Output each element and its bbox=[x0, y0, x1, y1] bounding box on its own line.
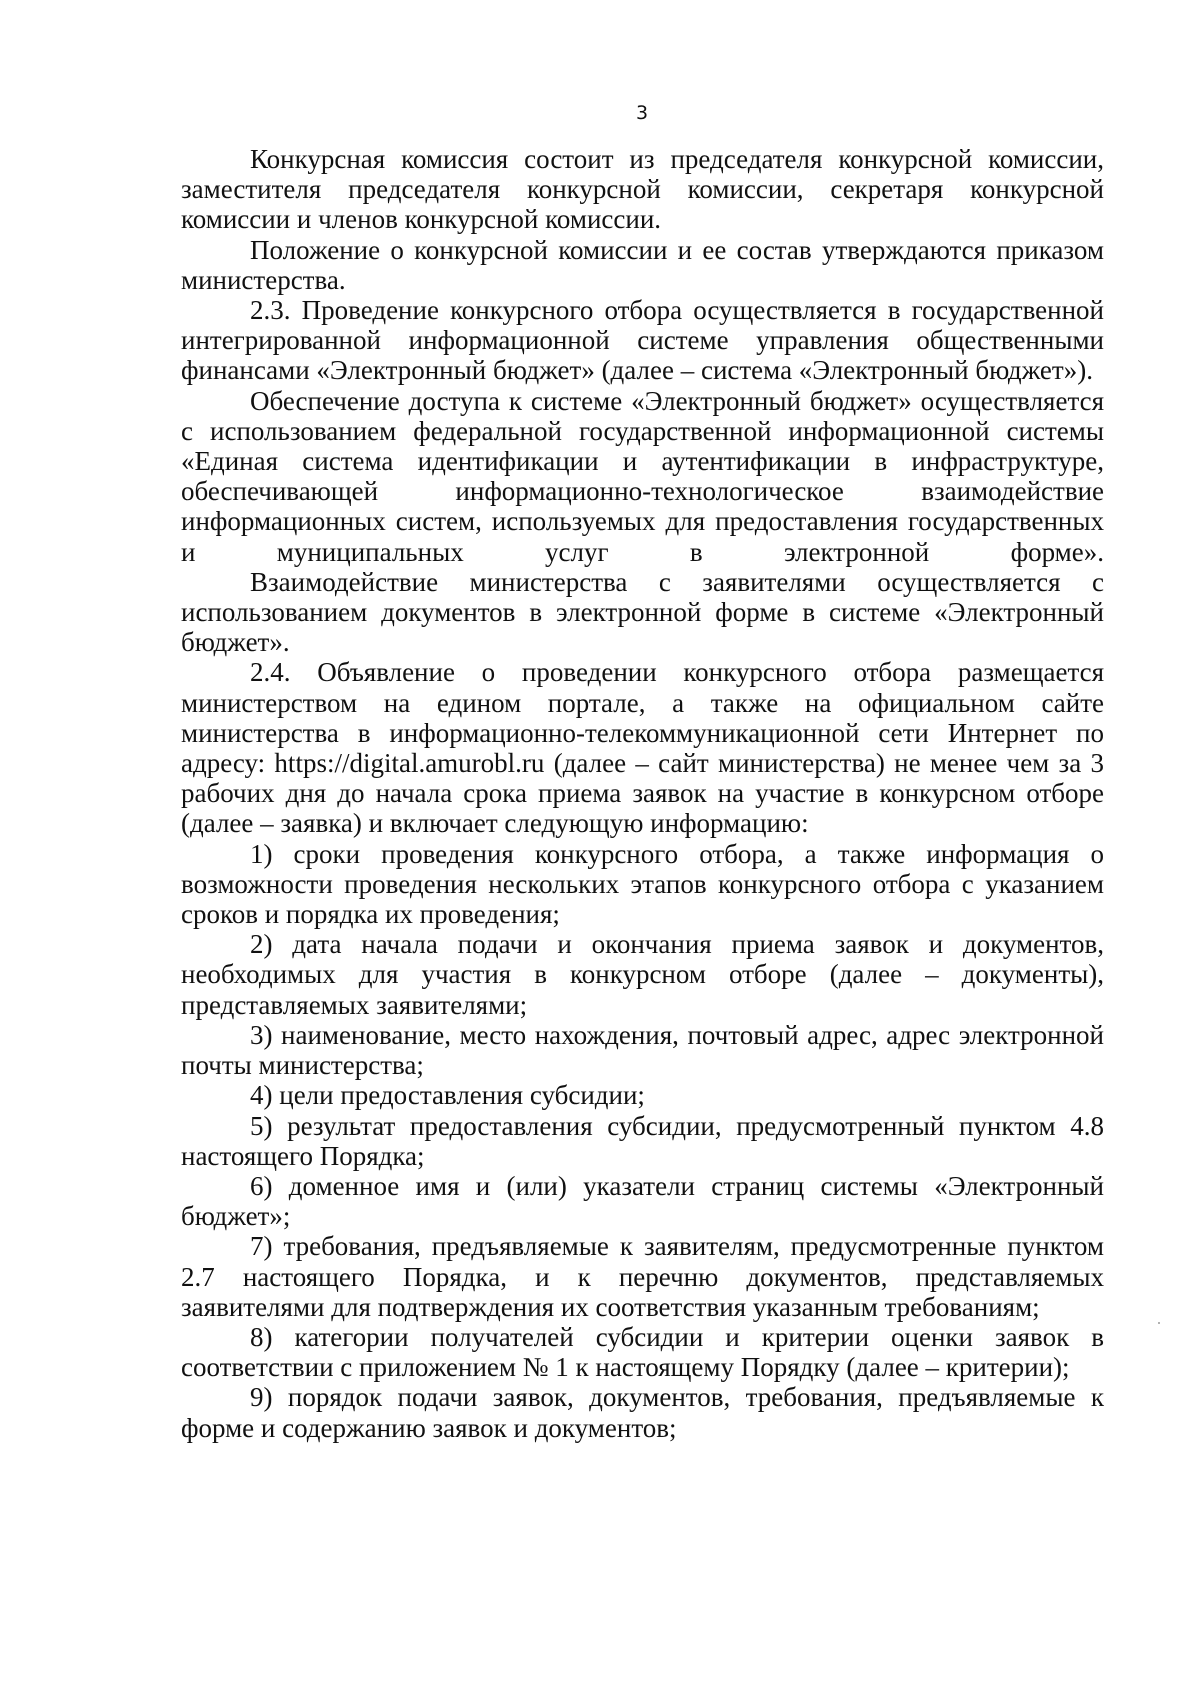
list-item-6-domain: 6) доменное имя и (или) указатели страниц системы «Электронный бюджет»; bbox=[181, 1170, 1104, 1232]
document-body bbox=[181, 144, 1104, 1443]
list-item-3-contacts: 3) наименование, место нахождения, почтовый адрес, адрес электронной почты министерства; bbox=[181, 1019, 1104, 1081]
paragraph-commission-regulation: Положение о конкурсной комиссии и ее состав утверждаются приказом министерства. bbox=[181, 234, 1104, 295]
list-item-2-dates: 2) дата начала подачи и окончания приема заявок и документов, необходимых для участия в конкурсном отборе (далее – документы), представляемых заявителями; bbox=[181, 929, 1104, 1020]
paragraph-electronic-interaction: Взаимодействие министерства с заявителями осуществляется с использованием документов в электронной форме в системе «Электронный бюджет». bbox=[181, 566, 1104, 658]
paragraph-2-4-announcement: 2.4. Объявление о проведении конкурсного отбора размещается министерством на едином портале, а также на официальном сайте министерства в информационно-телекоммуникационной сети Интернет по адресу: https://digital.amurobl.ru (далее – сайт министерства) не менее чем за 3 рабочих дня до начала срока приема заявок на участие в конкурсном отборе (далее – заявка) и включает следующую информацию: bbox=[181, 657, 1104, 839]
page-number: 3 bbox=[635, 102, 649, 124]
list-item-1-terms: 1) сроки проведения конкурсного отбора, а также информация о возможности проведения нескольких этапов конкурсного отбора с указанием сроков и порядка их проведения; bbox=[181, 838, 1104, 930]
list-item-7-requirements: 7) требования, предъявляемые к заявителям, предусмотренные пунктом 2.7 настоящего Порядка, и к перечню документов, представляемых заявителями для подтверждения их соответствия указанным требованиям; bbox=[181, 1231, 1104, 1322]
list-item-4-goals: 4) цели предоставления субсидии; bbox=[250, 1080, 645, 1111]
paragraph-system-access: Обеспечение доступа к системе «Электронный бюджет» осуществляется с использованием федеральной государственной информационной системы «Единая система идентификации и аутентификации в инфраструктуре, обеспечивающей информационно-технологическое взаимодействие информационных систем, используемых для предоставления государственных и муниципальных услуг в электронной форме». bbox=[181, 385, 1104, 567]
list-item-9-submission: 9) порядок подачи заявок, документов, требования, предъявляемые к форме и содержанию заявок и документов; bbox=[181, 1382, 1104, 1443]
paragraph-2-3-selection-system: 2.3. Проведение конкурсного отбора осуществляется в государственной интегрированной информационной системе управления общественными финансами «Электронный бюджет» (далее – система «Электронный бюджет»). bbox=[181, 295, 1104, 386]
list-item-8-criteria: 8) категории получателей субсидии и критерии оценки заявок в соответствии с приложением № 1 к настоящему Порядку (далее – критерии); bbox=[181, 1321, 1104, 1383]
scan-speck bbox=[1158, 1322, 1160, 1324]
paragraph-commission-composition: Конкурсная комиссия состоит из председателя конкурсной комиссии, заместителя председателя конкурсной комиссии, секретаря конкурсной комиссии и членов конкурсной комиссии. bbox=[181, 144, 1104, 235]
list-item-5-result: 5) результат предоставления субсидии, предусмотренный пунктом 4.8 настоящего Порядка; bbox=[181, 1110, 1104, 1171]
